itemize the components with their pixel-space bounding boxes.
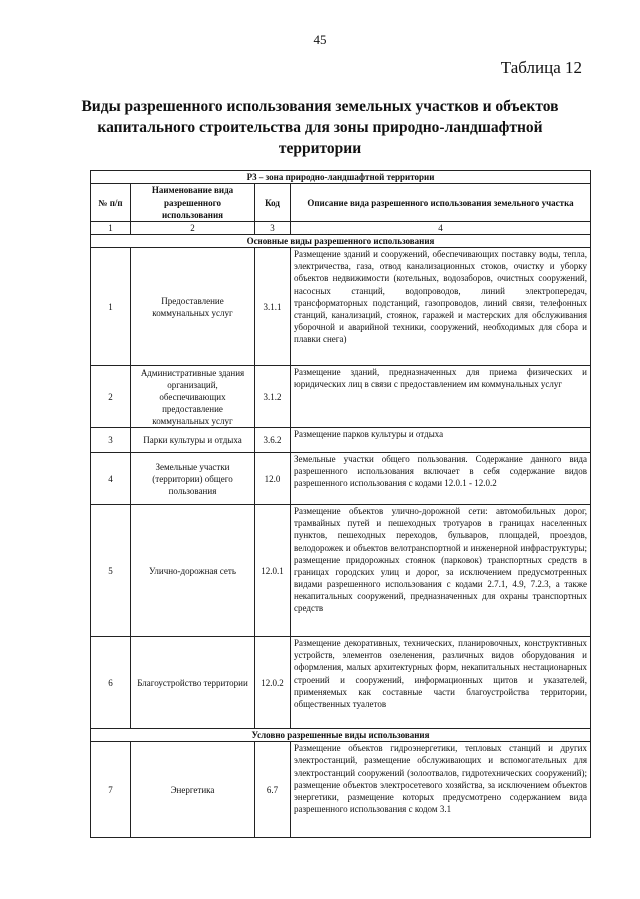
column-number: 3 [255, 222, 291, 235]
row-num: 5 [91, 505, 131, 637]
header-name: Наименование вида разрешенного использования [131, 184, 255, 222]
column-number: 1 [91, 222, 131, 235]
row-description: Размещение зданий и сооружений, обеспечивающих поставку воды, тепла, электричества, газа, отвод канализационных стоков, очистку и уборку объектов недвижимости (котельных, водозаборов, очистных сооружений, насосных станций, водопроводов, линий электропередач, трансформаторных подстанций, газопроводов, линий связи, телефонных станций, канализаций, стоянок, гаражей и мастерских для обслуживания уборочной и аварийной техники, сооружений, необходимых для сбора и плавки снега) [291, 248, 591, 366]
row-code: 12.0.1 [255, 505, 291, 637]
column-number-row [91, 222, 591, 235]
page-number: 45 [313, 32, 327, 47]
table-row [91, 366, 591, 428]
row-num: 7 [91, 742, 131, 838]
table-row [91, 637, 591, 729]
row-code: 3.6.2 [255, 428, 291, 453]
land-use-table [90, 170, 591, 838]
table-row [91, 505, 591, 637]
row-code: 12.0.2 [255, 637, 291, 729]
row-code: 6.7 [255, 742, 291, 838]
row-name: Энергетика [131, 742, 255, 838]
row-description: Размещение зданий, предназначенных для приема физических и юридических лиц в связи с предоставлением им коммунальных услуг [291, 366, 591, 428]
table-row [91, 453, 591, 505]
table-row [91, 248, 591, 366]
row-name: Улично-дорожная сеть [131, 505, 255, 637]
section-main-row [91, 235, 591, 248]
row-code: 12.0 [255, 453, 291, 505]
row-num: 2 [91, 366, 131, 428]
header-code: Код [255, 184, 291, 222]
row-name: Земельные участки (территории) общего пользования [131, 453, 255, 505]
column-number: 2 [131, 222, 255, 235]
section-main-heading: Основные виды разрешенного использования [91, 235, 591, 248]
row-description: Размещение объектов гидроэнергетики, тепловых станций и других электростанций, размещение обслуживающих и вспомогательных для электростанций сооружений (золоотвалов, гидротехнических сооружений); размещение объектов электросетевого хозяйства, за исключением объектов энергетики, размещение которых предусмотрено содержанием вида разрешенного использования с кодом 3.1 [291, 742, 591, 838]
document-title: Виды разрешенного использования земельных участков и объектов капитального строительства для зоны природно-ландшафтной территории [81, 98, 559, 157]
table-row [91, 428, 591, 453]
row-name: Парки культуры и отдыха [131, 428, 255, 453]
row-description: Размещение декоративных, технических, планировочных, конструктивных устройств, элементов озеленения, различных видов оборудования и оформления, малых архитектурных форм, некапитальных нестационарных строений и сооружений, информационных щитов и указателей, применяемых как составные части благоустройства территории, общественных туалетов [291, 637, 591, 729]
table-label: Таблица 12 [500, 58, 582, 77]
row-description: Земельные участки общего пользования. Содержание данного вида разрешенного использования включает в себя содержание видов разрешенного использования с кодами 12.0.1 - 12.0.2 [291, 453, 591, 505]
row-code: 3.1.2 [255, 366, 291, 428]
row-num: 6 [91, 637, 131, 729]
zone-caption-row [91, 171, 591, 184]
header-description: Описание вида разрешенного использования земельного участка [291, 184, 591, 222]
row-description: Размещение парков культуры и отдыха [291, 428, 591, 453]
section-conditional-row [91, 729, 591, 742]
section-conditional-heading: Условно разрешенные виды использования [91, 729, 591, 742]
row-num: 3 [91, 428, 131, 453]
row-name: Предоставление коммунальных услуг [131, 248, 255, 366]
header-row [91, 184, 591, 222]
row-code: 3.1.1 [255, 248, 291, 366]
header-num: № п/п [91, 184, 131, 222]
row-name: Административные здания организаций, обеспечивающих предоставление коммунальных услуг [131, 366, 255, 428]
zone-caption: Р3 – зона природно-ландшафтной территории [91, 171, 591, 184]
row-name: Благоустройство территории [131, 637, 255, 729]
row-num: 1 [91, 248, 131, 366]
column-number: 4 [291, 222, 591, 235]
table-row [91, 742, 591, 838]
row-description: Размещение объектов улично-дорожной сети: автомобильных дорог, трамвайных путей и пешеходных тротуаров в границах населенных пунктов, пешеходных переходов, бульваров, площадей, проездов, велодорожек и объектов велотранспортной и инженерной инфраструктуры; размещение придорожных стоянок (парковок) транспортных средств в границах городских улиц и дорог, за исключением предусмотренных видами разрешенного использования с кодами 2.7.1, 4.9, 7.2.3, а также некапитальных сооружений, предназначенных для охраны транспортных средств [291, 505, 591, 637]
row-num: 4 [91, 453, 131, 505]
